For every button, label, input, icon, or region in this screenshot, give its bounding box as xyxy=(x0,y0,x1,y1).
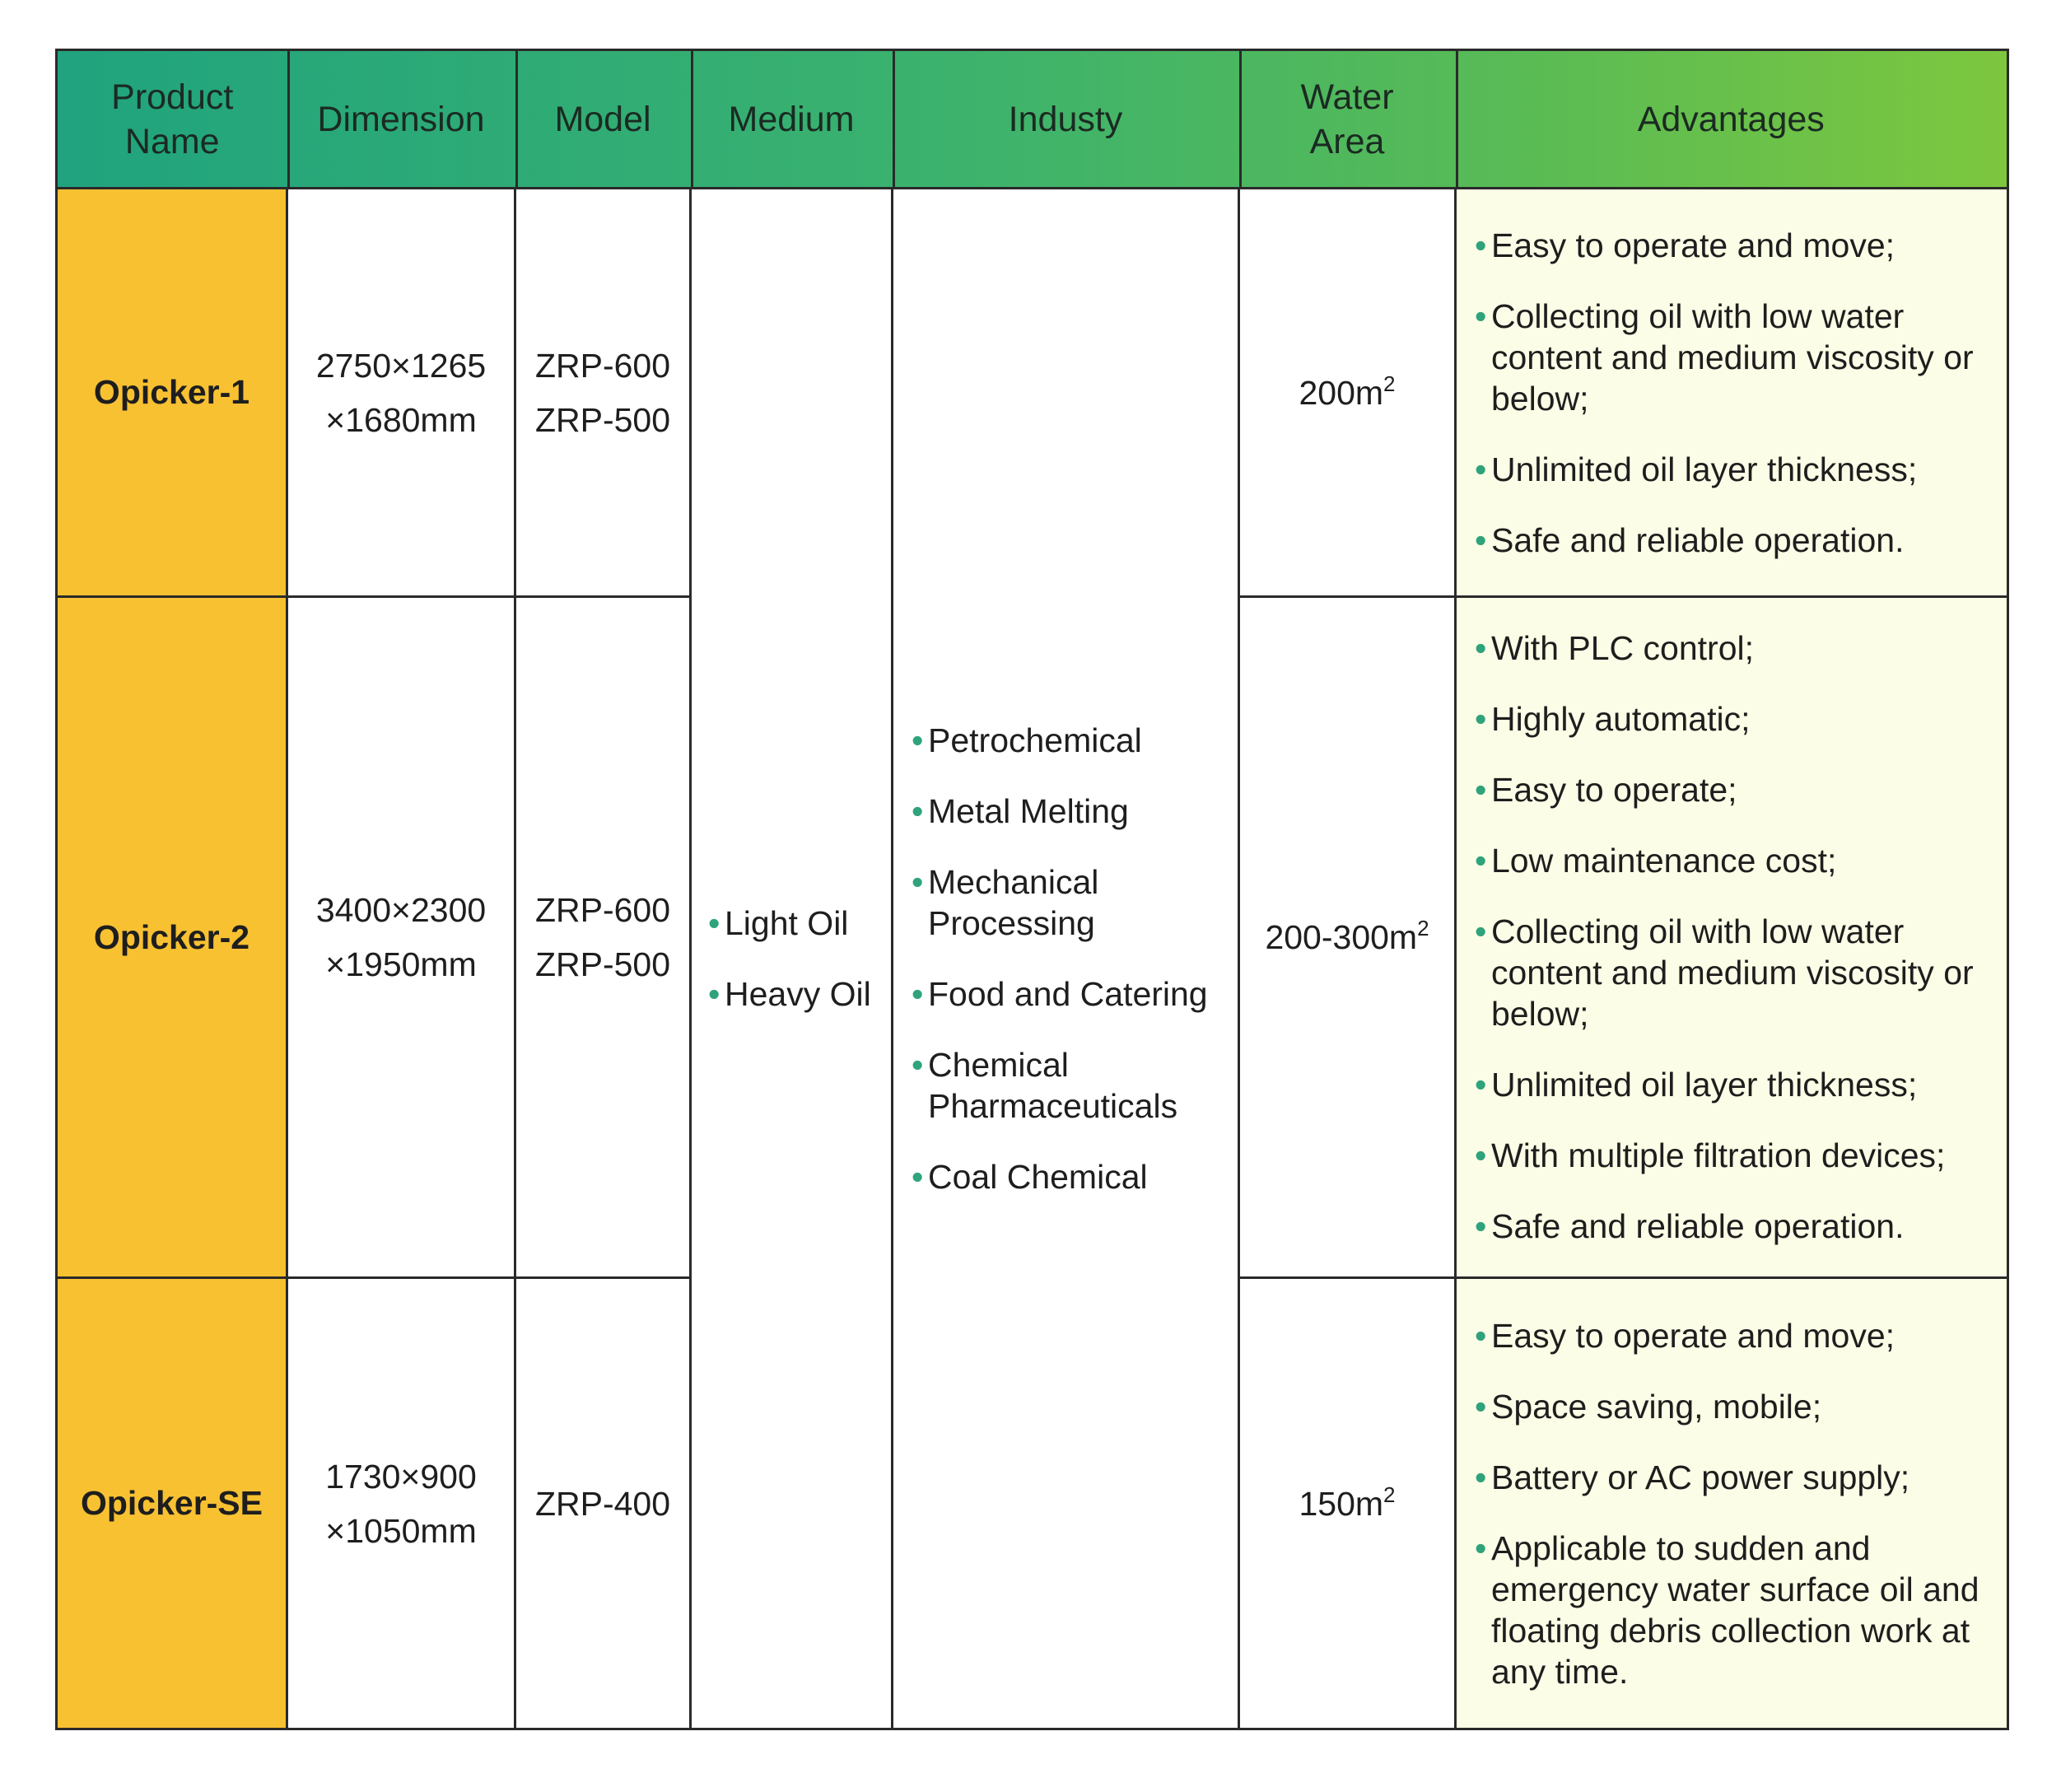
header-water-area: Water Area xyxy=(1239,50,1456,189)
bullet-icon: • xyxy=(1475,1207,1487,1245)
model-value: ZRP-600 xyxy=(534,346,671,385)
bullet-icon: • xyxy=(1475,450,1487,488)
table-row xyxy=(57,189,2008,597)
list-item: • Heavy Oil xyxy=(708,975,871,1013)
list-item: • Unlimited oil layer thickness; xyxy=(1475,450,1918,488)
list-item: • Light Oil xyxy=(708,904,849,942)
header-advantages: Advantages xyxy=(1456,50,2008,189)
advantages-cell xyxy=(1456,597,2008,1278)
bullet-icon: • xyxy=(912,863,924,901)
dimension-cell xyxy=(287,189,515,597)
list-item: • Easy to operate and move; xyxy=(1475,226,1895,264)
list-item: • Highly automatic; xyxy=(1475,700,1751,738)
bullet-icon: • xyxy=(1475,1136,1487,1174)
bullet-icon: • xyxy=(1475,296,1487,335)
bullet-icon: • xyxy=(1475,629,1487,667)
model-value: ZRP-500 xyxy=(534,400,671,439)
bullet-icon: • xyxy=(912,975,924,1013)
model-cell xyxy=(515,189,691,597)
bullet-icon: • xyxy=(1475,912,1487,950)
medium-cell xyxy=(691,189,893,1729)
dimension-line: ×1680mm xyxy=(325,400,477,439)
bullet-icon: • xyxy=(1475,1387,1487,1426)
model-value: ZRP-500 xyxy=(534,945,671,983)
header-model: Model xyxy=(515,50,691,189)
list-item: • Easy to operate and move; xyxy=(1475,1316,1895,1355)
bullet-icon: • xyxy=(1475,1528,1487,1567)
header-row xyxy=(57,50,2008,189)
industry-cell xyxy=(893,189,1239,1729)
dimension-line: ×1050mm xyxy=(325,1511,477,1550)
header-medium: Medium xyxy=(691,50,893,189)
header-industry: Industy xyxy=(893,50,1239,189)
list-item: • Unlimited oil layer thickness; xyxy=(1475,1066,1918,1104)
bullet-icon: • xyxy=(912,721,924,759)
list-item: • Metal Melting xyxy=(912,792,1129,830)
header-dimension: Dimension xyxy=(287,50,515,189)
bullet-icon: • xyxy=(1475,771,1487,809)
bullet-icon: • xyxy=(1475,842,1487,880)
list-item: • Collecting oil with low water content and medium viscosity or below; xyxy=(1475,912,1974,1033)
water-area-cell: $200m^2$ xyxy=(1239,189,1456,597)
product-name-cell: Opicker-SE xyxy=(57,1278,287,1729)
advantages-cell xyxy=(1456,189,2008,597)
list-item: • Collecting oil with low water content and medium viscosity or below; xyxy=(1475,296,1974,418)
list-item: • Low maintenance cost; xyxy=(1475,842,1837,880)
bullet-icon: • xyxy=(708,975,720,1013)
list-item: • Space saving, mobile; xyxy=(1475,1387,1822,1426)
model-value: ZRP-400 xyxy=(534,1484,671,1523)
advantages-cell xyxy=(1456,1278,2008,1729)
bullet-icon: • xyxy=(912,792,924,830)
list-item: • Easy to operate; xyxy=(1475,771,1737,809)
list-item: • Battery or AC power supply; xyxy=(1475,1458,1910,1496)
dimension-cell xyxy=(287,1278,515,1729)
bullet-icon: • xyxy=(1475,700,1487,738)
bullet-icon: • xyxy=(1475,1316,1487,1355)
bullet-icon: • xyxy=(912,1158,924,1196)
list-item: • Coal Chemical xyxy=(912,1158,1148,1196)
model-value: ZRP-600 xyxy=(534,891,671,929)
list-item: • Chemical Pharmaceuticals xyxy=(912,1046,1178,1125)
dimension-line: ×1950mm xyxy=(325,945,477,983)
bullet-icon: • xyxy=(912,1046,924,1084)
bullet-icon: • xyxy=(1475,226,1487,264)
list-item: • With multiple filtration devices; xyxy=(1475,1136,1946,1174)
product-comparison-table xyxy=(55,49,2009,1730)
dimension-cell xyxy=(287,597,515,1278)
bullet-icon: • xyxy=(708,904,720,942)
list-item: • Petrochemical xyxy=(912,721,1142,759)
bullet-icon: • xyxy=(1475,1458,1487,1496)
header-product-name: Product Name xyxy=(57,50,287,189)
list-item: • Safe and reliable operation. xyxy=(1475,520,1905,559)
list-item: • Mechanical Processing xyxy=(912,863,1099,942)
dimension-line: 1730×900 xyxy=(325,1457,477,1496)
list-item: • Applicable to sudden and emergency water surface oil and floating debris collection work at any time. xyxy=(1475,1528,1979,1691)
water-area-cell: $150m^2$ xyxy=(1239,1278,1456,1729)
model-cell xyxy=(515,597,691,1278)
product-name-cell: Opicker-2 xyxy=(57,597,287,1278)
bullet-icon: • xyxy=(1475,520,1487,559)
dimension-line: 2750×1265 xyxy=(315,346,487,385)
list-item: • Safe and reliable operation. xyxy=(1475,1207,1905,1245)
list-item: • Food and Catering xyxy=(912,975,1208,1013)
product-name-cell: Opicker-1 xyxy=(57,189,287,597)
bullet-icon: • xyxy=(1475,1066,1487,1104)
dimension-line: 3400×2300 xyxy=(315,891,487,929)
list-item: • With PLC control; xyxy=(1475,629,1754,667)
water-area-cell: $200-300m^2$ xyxy=(1239,597,1456,1278)
model-cell xyxy=(515,1278,691,1729)
